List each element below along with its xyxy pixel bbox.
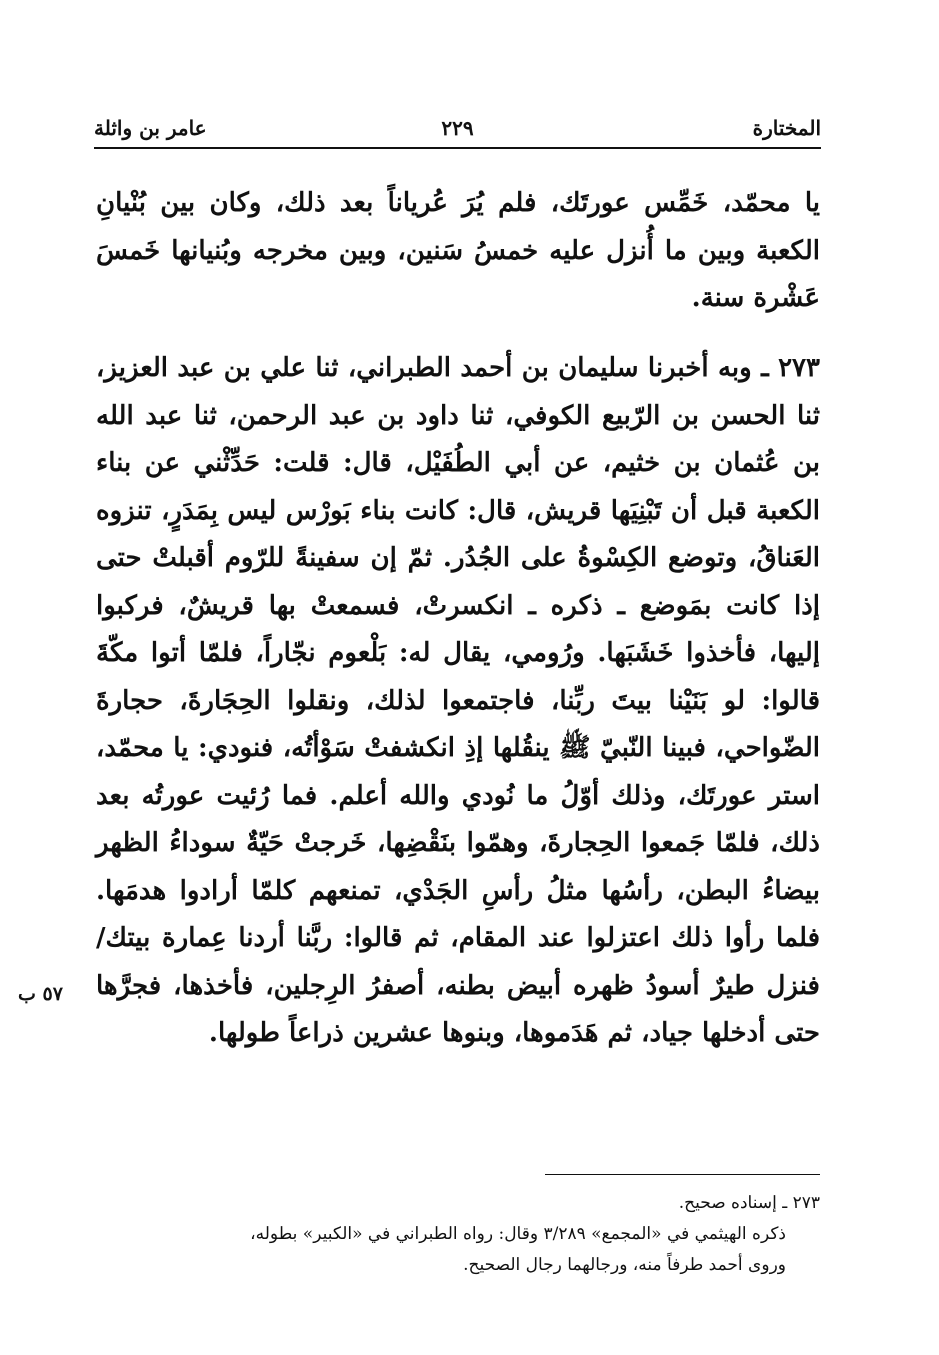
footnote-divider [545, 1174, 820, 1175]
book-title: المختارة [752, 116, 821, 140]
footnotes [96, 1188, 820, 1281]
footnote-line-1: ٢٧٣ ـ إسناده صحيح. [678, 1193, 820, 1213]
manuscript-folio-note: ٥٧ ب [18, 983, 63, 1005]
paragraph-hadith-273: ٢٧٣ ـ وبه أخبرنا سليمان بن أحمد الطبراني، ثنا علي بن عبد العزيز، ثنا الحسن بن الرّبيع الكوفي، ثنا داود بن عبد الرحمن، ثنا عبد الله بن عُثمان بن خثيم، عن أبي الطُفَيْل، قال: قلت: حَدِّثْني عن بناء الكعبة قبل أن تَبْنِيَها قريش، قال: كانت بناء بَورْس ليس بِمَدَرٍ، تنزوه العَناقُ، وتوضع الكِسْوةُ على الجُدُر. ثمّ إن سفينةً للرّوم أقبلتْ حتى إذا كانت بمَوضع ـ ذكره ـ انكسرتْ، فسمعتْ بها قريشٌ، فركبوا إليها، فأخذوا خَشَبَها. ورُومي، يقال له: بَلْعوم نجّاراً، فلمّا أتوا مكّةَ قالوا: لو بَنَيْنا بيتَ ربِّنا، فاجتمعوا لذلك، ونقلوا الحِجَارةَ، حجارةَ الضّواحي، فبينا النّبيّ ﷺ ينقُلها إذِ انكشفتْ سَوْأتُه، فنودي: يا محمّد، استر عورتَك، وذلك أوّلُ ما نُودي والله أعلم. فما رُئيت عورتُه بعد ذلك، فلمّا جَمعوا الحِجارةَ، وهمّوا بنَقْضِها، خَرجتْ حَيّةٌ سوداءُ الظهر بيضاءُ البطن، رأسُها مثلُ رأسِ الجَدْي، تمنعهم كلمّا أرادوا هدمَها. فلما رأوا ذلك اعتزلوا عند المقام، ثم قالوا: ربَّنا أردنا عِمارة بيتك/ فنزل طيرٌ أسودُ ظهره أبيض بطنه، أصفرُ الرِجلين، فأخذها، فجرَّها حتى أدخلها جياد، ثم هَدَموها، وبنوها عشرين ذراعاً طولها. [96, 353, 820, 1048]
running-header [94, 112, 821, 148]
section-title: عامر بن واثلة [94, 116, 207, 140]
footnote-line-3: وروى أحمد طرفاً منه، ورجالهما رجال الصحيح. [463, 1255, 786, 1275]
header-divider [94, 147, 821, 149]
page-number: ٢٢٩ [441, 116, 474, 140]
footnote-line-2: ذكره الهيثمي في «المجمع» ٣/٢٨٩ وقال: رواه الطبراني في «الكبير» بطوله، [250, 1224, 786, 1244]
paragraph-continuation: يا محمّد، خَمِّس عورتَك، فلم يُرَ عُرياناً بعد ذلك، وكان بين بُنْيانِ الكعبة وبين ما أُنزل عليه خمسُ سَنين، وبين مخرجه وبُنيانها خَمسَ عَشْرة سنة. [96, 188, 820, 313]
